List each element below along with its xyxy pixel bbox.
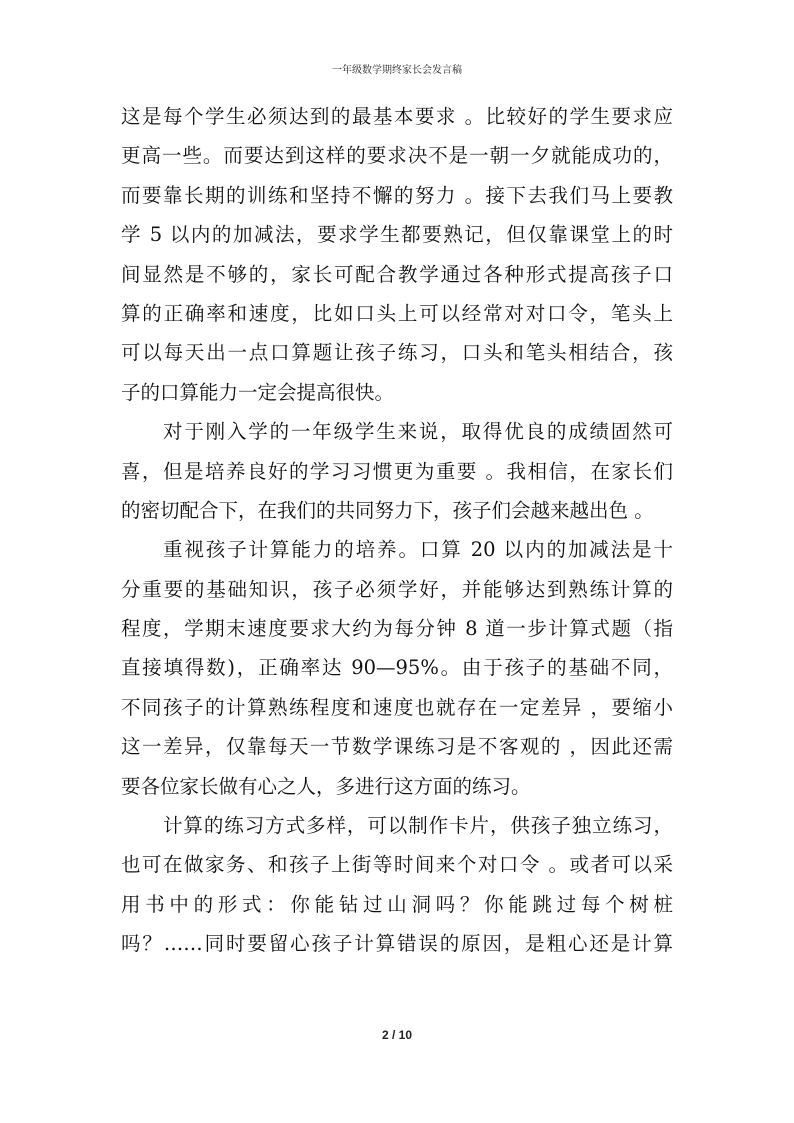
text-line: 也可在做家务、和孩子上街等时间来个对口令 。或者可以采 — [121, 853, 673, 877]
text-line: 学 5 以内的加减法，要求学生都要熟记，但仅靠课堂上的时 — [121, 223, 673, 247]
text-line: 要各位家长做有心之人，多进行这方面的练习。 — [121, 774, 531, 798]
text-line: 而要靠长期的训练和坚持不懈的努力 。接下去我们马上要教 — [121, 183, 673, 207]
text-line: 的密切配合下，在我们的共同努力下，孩子们会越来越出色 。 — [121, 498, 654, 522]
text-line: 计算的练习方式多样，可以制作卡片，供孩子独立练习， — [163, 814, 673, 838]
text-line: 分重要的基础知识，孩子必须学好，并能够达到熟练计算的 — [121, 577, 673, 601]
text-line: 可以每天出一点口算题让孩子练习，口头和笔头相结合，孩 — [121, 341, 673, 365]
page-number: 2 / 10 — [381, 1028, 413, 1042]
text-line: 吗？……同时要留心孩子计算错误的原因，是粗心还是计算 — [121, 932, 673, 956]
text-line: 喜，但是培养良好的学习习惯更为重要 。我相信，在家长们 — [121, 459, 673, 483]
text-line: 不同孩子的计算熟练程度和速度也就存在一定差异 ，要缩小 — [121, 695, 673, 719]
text-line: 这一差异，仅靠每天一节数学课练习是不客观的 ，因此还需 — [121, 735, 673, 759]
text-line: 间显然是不够的，家长可配合教学通过各种形式提高孩子口 — [121, 262, 673, 286]
page-header: 一年级数学期终家长会发言稿 — [332, 65, 462, 76]
text-line: 用书中的形式：你能钻过山洞吗？你能跳过每个树桩 — [121, 892, 673, 916]
text-line: 直接填得数)，正确率达 90—95%。由于孩子的基础不同， — [121, 656, 673, 680]
text-line: 程度，学期末速度要求大约为每分钟 8 道一步计算式题（指 — [121, 617, 673, 641]
document-body — [121, 97, 673, 964]
text-line: 算的正确率和速度，比如口头上可以经常对对口令，笔头上 — [121, 301, 673, 325]
text-line: 对于刚入学的一年级学生来说，取得优良的成绩固然可 — [163, 420, 673, 444]
text-line: 更高一些。而要达到这样的要求决不是一朝一夕就能成功的， — [121, 144, 673, 168]
text-line: 这是每个学生必须达到的最基本要求 。比较好的学生要求应 — [121, 105, 673, 128]
text-line: 重视孩子计算能力的培养。口算 20 以内的加减法是十 — [163, 538, 673, 562]
text-line: 子的口算能力一定会提高很快。 — [121, 380, 395, 404]
